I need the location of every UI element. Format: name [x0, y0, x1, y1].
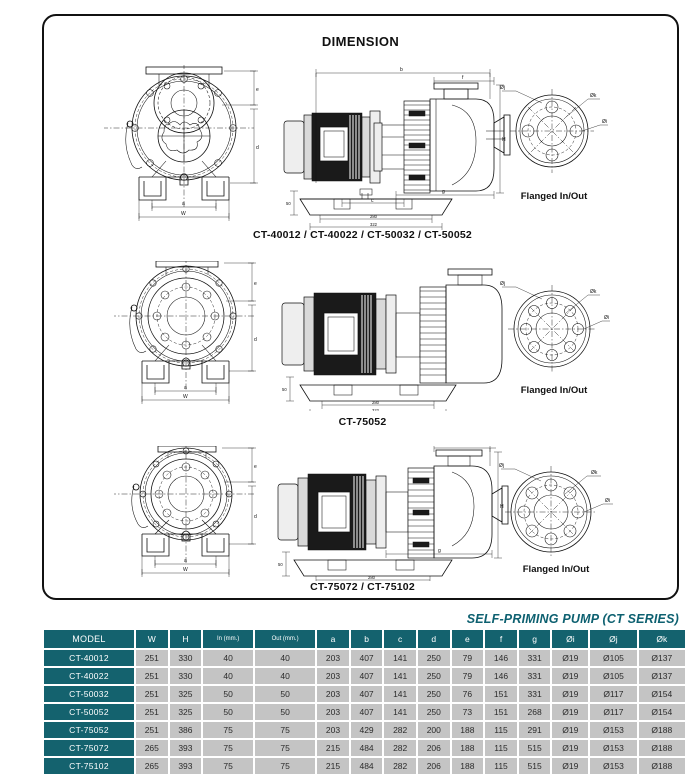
flange-label-oi: Øi [602, 119, 607, 125]
table-cell: 73 [452, 704, 484, 720]
table-cell: 203 [317, 668, 349, 684]
table-cell: 76 [452, 686, 484, 702]
flange-label-oj: Øj [500, 85, 505, 91]
svg-text:e: e [254, 464, 257, 470]
svg-text:H: H [502, 137, 506, 143]
table-cell: 206 [418, 758, 450, 774]
table-cell: Ø188 [639, 740, 685, 756]
table-cell: 203 [317, 722, 349, 738]
flange-label-ok: Øk [590, 93, 597, 99]
table-cell: 331 [519, 650, 551, 666]
table-cell: 291 [519, 722, 551, 738]
table-cell: 188 [452, 758, 484, 774]
front-view-drawing-2 [114, 261, 299, 411]
table-cell: 115 [485, 758, 517, 774]
drawing-caption-3: CT-75072 / CT-75102 [310, 581, 415, 593]
table-cell-model: CT-75052 [44, 722, 134, 738]
table-cell: Ø19 [552, 740, 588, 756]
svg-text:a: a [184, 385, 187, 391]
table-cell: 515 [519, 758, 551, 774]
table-row [44, 686, 685, 702]
flange-detail-drawing-1 [494, 79, 614, 189]
drawing-caption-1: CT-40012 / CT-40022 / CT-50032 / CT-50052 [253, 229, 472, 241]
table-cell: Ø188 [639, 722, 685, 738]
svg-text:50: 50 [278, 562, 283, 567]
table-cell: 407 [351, 704, 383, 720]
table-cell: 407 [351, 686, 383, 702]
svg-text:d: d [256, 145, 259, 151]
table-cell: Ø105 [590, 668, 636, 684]
svg-text:g: g [438, 548, 441, 554]
drawing-section-2 [44, 261, 681, 451]
svg-text:50: 50 [282, 387, 287, 392]
table-header-b: b [351, 630, 383, 648]
table-header-a: a [317, 630, 349, 648]
table-cell: 141 [384, 704, 416, 720]
table-cell: 50 [203, 704, 253, 720]
table-cell: Ø154 [639, 704, 685, 720]
flange-caption-3: Flanged In/Out [522, 564, 590, 575]
table-header-model: MODEL [44, 630, 134, 648]
table-cell: 215 [317, 740, 349, 756]
table-row [44, 722, 685, 738]
table-cell: 75 [255, 740, 315, 756]
table-cell-model: CT-40022 [44, 668, 134, 684]
table-cell: 407 [351, 668, 383, 684]
table-cell: 331 [519, 668, 551, 684]
table-cell: 268 [519, 704, 551, 720]
flange-label-ok: Øk [590, 289, 597, 295]
svg-text:d: d [254, 514, 257, 520]
flange-label-oj: Øj [500, 281, 505, 287]
table-cell: 75 [255, 758, 315, 774]
table-cell: 515 [519, 740, 551, 756]
flange-detail-drawing-2 [494, 277, 614, 387]
table-cell: 393 [170, 758, 202, 774]
table-cell: 115 [485, 740, 517, 756]
table-cell: 251 [136, 650, 168, 666]
svg-text:f [460, 446, 462, 448]
table-cell: Ø117 [590, 704, 636, 720]
table-cell: 40 [203, 650, 253, 666]
table-cell: 282 [384, 758, 416, 774]
table-cell: 331 [519, 686, 551, 702]
table-cell: 251 [136, 686, 168, 702]
svg-text:d: d [254, 337, 257, 343]
svg-text:W: W [183, 567, 188, 573]
table-row [44, 704, 685, 720]
svg-text:a: a [184, 558, 187, 564]
flange-detail-drawing-3 [489, 460, 629, 570]
drawing-section-1 [44, 61, 681, 261]
table-cell: 484 [351, 758, 383, 774]
flange-caption-1: Flanged In/Out [520, 191, 588, 202]
table-header-g: g [519, 630, 551, 648]
table-cell: 50 [255, 704, 315, 720]
svg-text:a: a [182, 201, 185, 207]
table-header-e: e [452, 630, 484, 648]
table-cell: 151 [485, 686, 517, 702]
table-cell: Ø153 [590, 740, 636, 756]
table-row [44, 758, 685, 774]
table-cell: 200 [418, 722, 450, 738]
table-cell: 75 [255, 722, 315, 738]
table-header-f: f [485, 630, 517, 648]
table-cell: 40 [255, 650, 315, 666]
table-header-k: Øk [639, 630, 685, 648]
table-cell: Ø188 [639, 758, 685, 774]
table-cell: 251 [136, 704, 168, 720]
table-header-c: c [384, 630, 416, 648]
table-cell-model: CT-75102 [44, 758, 134, 774]
table-cell: 250 [418, 704, 450, 720]
table-header-out-mm: Out (mm.) [255, 630, 315, 648]
table-cell: Ø154 [639, 686, 685, 702]
table-cell-model: CT-40012 [44, 650, 134, 666]
table-cell: 188 [452, 722, 484, 738]
table-cell: 203 [317, 650, 349, 666]
table-row [44, 740, 685, 756]
table-cell-model: CT-50032 [44, 686, 134, 702]
table-cell: 407 [351, 650, 383, 666]
flange-label-oi: Øi [605, 498, 610, 504]
table-header-row [44, 630, 685, 648]
table-row [44, 668, 685, 684]
table-cell: 250 [418, 668, 450, 684]
table-cell: 79 [452, 668, 484, 684]
table-cell: 330 [170, 650, 202, 666]
table-header-d: d [418, 630, 450, 648]
table-cell: 251 [136, 668, 168, 684]
drawing-caption-2: CT-75052 [338, 416, 387, 428]
table-cell: 282 [384, 740, 416, 756]
table-cell: 282 [384, 722, 416, 738]
svg-text:322: 322 [370, 222, 377, 227]
table-cell: Ø137 [639, 650, 685, 666]
table-cell-model: CT-75072 [44, 740, 134, 756]
table-cell: 330 [170, 668, 202, 684]
table-title: SELF-PRIMING PUMP (CT SERIES) [466, 612, 679, 626]
table-cell: Ø19 [552, 686, 588, 702]
table-cell: Ø105 [590, 650, 636, 666]
table-cell: Ø117 [590, 686, 636, 702]
table-cell: Ø153 [590, 758, 636, 774]
table-cell: 40 [255, 668, 315, 684]
side-view-drawing-1 [276, 65, 511, 230]
table-header-j: Øj [590, 630, 636, 648]
drawing-section-3 [44, 446, 681, 601]
table-cell: 188 [452, 740, 484, 756]
svg-text:W: W [183, 394, 188, 400]
table-cell: 141 [384, 668, 416, 684]
table-cell: 429 [351, 722, 383, 738]
svg-text:280: 280 [370, 214, 377, 219]
table-cell: 203 [317, 704, 349, 720]
table-cell-model: CT-50052 [44, 704, 134, 720]
table-cell: 50 [255, 686, 315, 702]
svg-text:e: e [254, 281, 257, 287]
table-header-in-mm: In (mm.) [203, 630, 253, 648]
svg-text:g: g [442, 189, 445, 195]
svg-text:f: f [462, 75, 464, 81]
table-cell: 75 [203, 740, 253, 756]
table-header-w: W [136, 630, 168, 648]
dimension-drawing-frame [42, 14, 679, 600]
table-cell: 484 [351, 740, 383, 756]
table-body [44, 650, 685, 774]
table-cell: 251 [136, 722, 168, 738]
table-cell: Ø19 [552, 668, 588, 684]
table-cell: 146 [485, 650, 517, 666]
flange-label-ok: Øk [591, 470, 598, 476]
table-cell: Ø137 [639, 668, 685, 684]
table-cell: 141 [384, 686, 416, 702]
specifications-table [42, 628, 687, 776]
table-cell: Ø19 [552, 758, 588, 774]
table-cell: 250 [418, 650, 450, 666]
table-cell: 265 [136, 758, 168, 774]
flange-caption-2: Flanged In/Out [520, 385, 588, 396]
svg-text:b: b [400, 67, 403, 73]
flange-label-oi: Øi [604, 315, 609, 321]
table-cell: Ø19 [552, 704, 588, 720]
table-row [44, 650, 685, 666]
table-header-h: H [170, 630, 202, 648]
svg-text:e: e [256, 87, 259, 93]
table-cell: 115 [485, 722, 517, 738]
table-cell: 203 [317, 686, 349, 702]
table-cell: 141 [384, 650, 416, 666]
table-cell: Ø19 [552, 722, 588, 738]
svg-text:322: 322 [372, 408, 379, 411]
svg-text:280: 280 [372, 400, 379, 405]
table-cell: 40 [203, 668, 253, 684]
table-cell: 79 [452, 650, 484, 666]
table-cell: 146 [485, 668, 517, 684]
svg-text:50: 50 [286, 201, 291, 206]
front-view-drawing-1 [104, 65, 304, 230]
front-view-drawing-3 [114, 446, 299, 581]
side-view-drawing-2 [276, 261, 511, 411]
table-header-i: Øi [552, 630, 588, 648]
flange-label-oj: Øj [499, 463, 504, 469]
page-title: DIMENSION [321, 34, 400, 49]
table-cell: 250 [418, 686, 450, 702]
table-cell: 75 [203, 758, 253, 774]
svg-text:H: H [500, 504, 504, 510]
table-cell: 393 [170, 740, 202, 756]
table-cell: 386 [170, 722, 202, 738]
svg-text:280: 280 [368, 575, 375, 580]
table-cell: Ø19 [552, 650, 588, 666]
table-cell: 206 [418, 740, 450, 756]
side-view-drawing-3 [276, 446, 511, 581]
table-cell: 325 [170, 686, 202, 702]
svg-text:W: W [181, 211, 186, 217]
svg-text:c: c [371, 198, 374, 204]
table-cell: 265 [136, 740, 168, 756]
table-cell: 50 [203, 686, 253, 702]
table-cell: 151 [485, 704, 517, 720]
table-cell: 325 [170, 704, 202, 720]
table-cell: 75 [203, 722, 253, 738]
table-cell: Ø153 [590, 722, 636, 738]
table-cell: 215 [317, 758, 349, 774]
